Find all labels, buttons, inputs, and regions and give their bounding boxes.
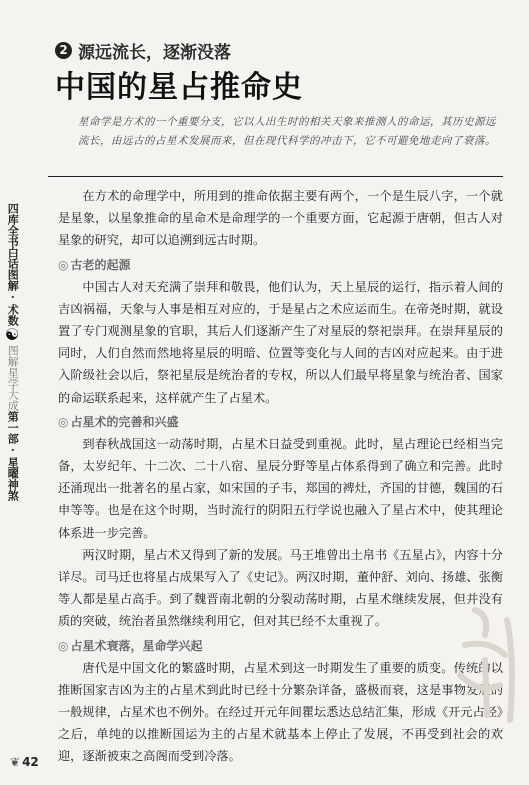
section-heading: ◎ 占星术的完善和兴盛 (58, 411, 503, 433)
decorative-watermark (445, 600, 525, 735)
chapter-number: 2 (55, 42, 72, 59)
circle-bullet-icon: ◎ (58, 414, 69, 429)
page-title: 中国的星占推命史 (55, 70, 303, 105)
paragraph: 中国古人对天充满了崇拜和敬畏，他们认为，天上星辰的运行，指示着人间的吉凶祸福，天象与人事是相互对应的，于是星占之术应运而生。在帝尧时期，就设置了专门观测星象的官职，其后人们逐渐产生了对星辰的祭祀崇拜。在崇拜星辰的同时，人们自然而然地将星辰的明暗、位置等变化与人间的吉凶对应起来。由于进入阶级社会以后，祭祀星辰是统治者的专权，所以人们最早将星象与统治者、国家的命运联系起来，这样就产生了占星术。 (58, 279, 503, 405)
side-part-label: 第一部·星曜神煞 (6, 410, 20, 501)
chapter-heading (55, 38, 231, 63)
body-text (58, 185, 503, 768)
side-tab (3, 203, 21, 501)
paragraph: 在方术的命理学中，所用到的推命依据主要有两个，一个是生辰八字，一个就是星象，以星象推命的星命术是命理学的一个重要方面，它起源于唐朝，但古人对星象的研究，却可以追溯到远古时期。 (58, 189, 503, 248)
yin-yang-icon: ☯ (4, 325, 20, 344)
page-number: ❦ 42 (10, 755, 39, 769)
paragraph: 唐代是中国文化的繁盛时期，占星术到这一时期发生了重要的质变。传统的以推断国家吉凶为主的占星术到此时已经十分繁杂详备，盛极而衰，这是事物发展的一般规律，占星术也不例外。在经过开元年间瞿坛悉达总结汇集，形成《开元占经》之后，单纯的以推断国运为主的占星术就基本上停止了发展，不再受到社会的欢迎，逐渐被束之高阁而受到冷落。 (58, 660, 503, 764)
intro-paragraph: 星命学是方术的一个重要分支，它以人出生时的相关天象来推测人的命运，其历史源远流长，由远古的占星术发展而来，但在现代科学的冲击下，它不可避免地走向了衰落。 (78, 116, 496, 147)
chapter-subtitle: 源远流长，逐渐没落 (78, 43, 231, 63)
circle-bullet-icon: ◎ (58, 638, 69, 653)
side-series-label: 四库全书白话图解·术数 (6, 203, 20, 326)
section-heading: ◎ 占星术衰落，星命学兴起 (58, 635, 503, 657)
circle-bullet-icon: ◎ (58, 257, 69, 272)
paragraph: 两汉时期，星占术又得到了新的发展。马王堆曾出土帛书《五星占》，内容十分详尽。司马迁也将星占成果写入了《史记》。两汉时期，董仲舒、刘向、扬雄、张衡等人都是星占高手。到了魏晋南北朝的分裂动荡时期，占星术继续发展，但并没有质的突破，统治者虽然继续利用它，但对其已经不太重视了。 (58, 547, 503, 629)
paragraph: 到春秋战国这一动荡时期，占星术日益受到重视。此时，星占理论已经相当完备，太岁纪年、十二次、二十八宿、星辰分野等星占体系得到了确立和完善。此时还涌现出一批著名的星占家，如宋国的子韦，郑国的裨灶，齐国的甘德，魏国的石申等等。也是在这个时期，当时流行的阴阳五行学说也融入了星占术中，使其理论体系进一步完善。 (58, 436, 503, 540)
ornament-icon: ❦ (10, 755, 21, 769)
side-book-label: 图解星学大成 (6, 344, 20, 411)
divider (48, 176, 503, 177)
section-heading: ◎ 古老的起源 (58, 254, 503, 276)
